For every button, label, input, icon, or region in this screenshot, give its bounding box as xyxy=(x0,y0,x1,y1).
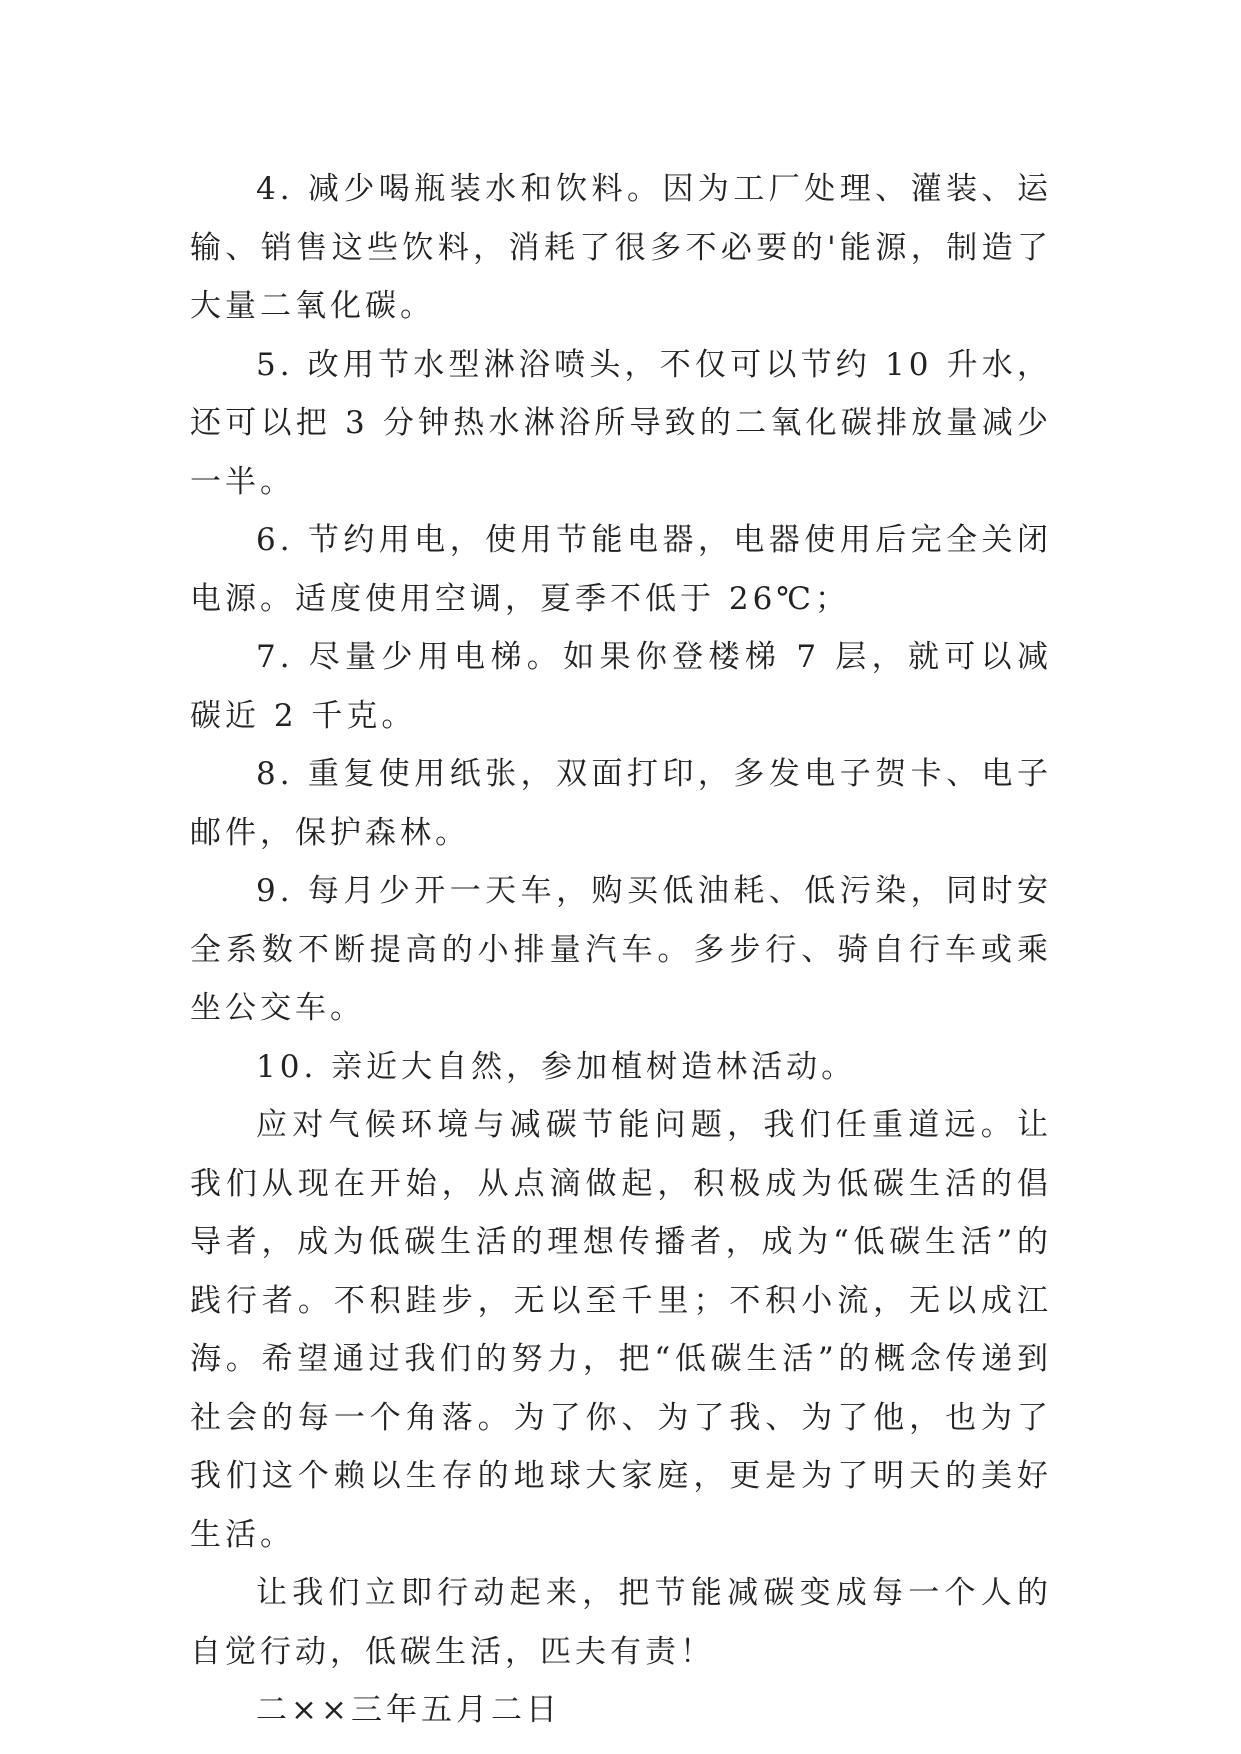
tip-item-6: 6. 节约用电，使用节能电器，电器使用后完全关闭电源。适度使用空调，夏季不低于 26℃； xyxy=(190,522,1052,617)
tip-item-8: 8. 重复使用纸张，双面打印，多发电子贺卡、电子邮件，保护森林。 xyxy=(190,756,1052,851)
document-body xyxy=(190,160,1052,1740)
tip-item-5: 5. 改用节水型淋浴喷头，不仅可以节约 10 升水，还可以把 3 分钟热水淋浴所导致的二氧化碳排放量减少一半。 xyxy=(190,346,1052,500)
call-to-action-paragraph: 让我们立即行动起来，把节能减碳变成每一个人的自觉行动，低碳生活，匹夫有责！ xyxy=(190,1575,1052,1670)
tip-item-10: 10. 亲近大自然，参加植树造林活动。 xyxy=(256,1048,857,1085)
closing-paragraph: 应对气候环境与减碳节能问题，我们任重道远。让我们从现在开始，从点滴做起，积极成为低碳生活的倡导者，成为低碳生活的理想传播者，成为“低碳生活”的践行者。不积跬步，无以至千里；不积小流，无以成江海。希望通过我们的努力，把“低碳生活”的概念传递到社会的每一个角落。为了你、为了我、为了他，也为了我们这个赖以生存的地球大家庭，更是为了明天的美好生活。 xyxy=(190,1107,1052,1553)
tip-item-9: 9. 每月少开一天车，购买低油耗、低污染，同时安全系数不断提高的小排量汽车。多步行、骑自行车或乘坐公交车。 xyxy=(190,873,1052,1026)
document-date: 二××三年五月二日 xyxy=(256,1692,561,1728)
tip-item-4: 4. 减少喝瓶装水和饮料。因为工厂处理、灌装、运输、销售这些饮料，消耗了很多不必要的'能源，制造了大量二氧化碳。 xyxy=(190,171,1052,324)
tip-item-7: 7. 尽量少用电梯。如果你登楼梯 7 层，就可以减碳近 2 千克。 xyxy=(190,639,1052,734)
